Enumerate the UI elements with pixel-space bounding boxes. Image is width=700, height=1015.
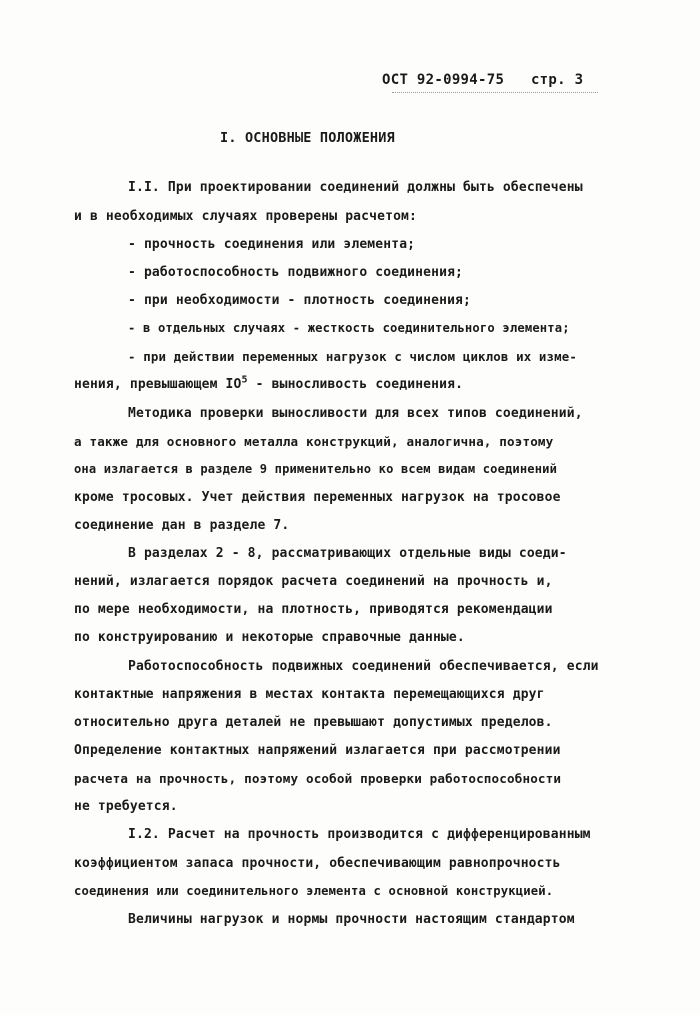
header-rule bbox=[392, 92, 598, 93]
page-number: стр. 3 bbox=[530, 72, 584, 88]
text-line: расчета на прочность, поэтому особой проверки работоспособности bbox=[74, 771, 562, 786]
text-line: кроме тросовых. Учет действия переменных нагрузок на тросовое bbox=[74, 490, 561, 505]
text-line: она излагается в разделе 9 применительно ко всем видам соединений bbox=[74, 462, 558, 476]
list-item: - работоспособность подвижного соединения; bbox=[128, 265, 464, 280]
text-line: Методика проверки выносливости для всех типов соединений, bbox=[128, 406, 583, 421]
text-line: по конструированию и некоторые справочные данные. bbox=[74, 630, 465, 645]
page-header bbox=[382, 72, 583, 88]
text-line: соединения или соединительного элемента с основной конструкцией. bbox=[74, 884, 554, 898]
text-line: I.I. При проектировании соединений должны быть обеспечены bbox=[128, 180, 583, 195]
text-line: нений, излагается порядок расчета соединений на прочность и, bbox=[74, 574, 553, 589]
list-item: - при действии переменных нагрузок с числом циклов их изме- bbox=[128, 349, 577, 364]
list-item: - прочность соединения или элемента; bbox=[128, 237, 416, 252]
superscript: 5 bbox=[241, 374, 248, 386]
section-title: I. ОСНОВНЫЕ ПОЛОЖЕНИЯ bbox=[220, 130, 395, 146]
text-line: Величины нагрузок и нормы прочности настоящим стандартом bbox=[128, 912, 575, 927]
text-line: контактные напряжения в местах контакта перемещающихся друг bbox=[74, 687, 545, 702]
text-fragment: нения, превышающем IO bbox=[74, 377, 242, 392]
text-line: и в необходимых случаях проверены расчетом: bbox=[74, 209, 417, 224]
text-line: Определение контактных напряжений излагается при рассмотрении bbox=[74, 743, 561, 758]
text-line bbox=[74, 374, 464, 392]
text-fragment: - выносливость соединения. bbox=[247, 377, 464, 392]
list-item: - при необходимости - плотность соединения; bbox=[128, 293, 471, 308]
text-line: а также для основного металла конструкций, аналогична, поэтому bbox=[74, 434, 554, 449]
list-item: - в отдельных случаях - жесткость соединительного элемента; bbox=[128, 321, 570, 335]
text-line: по мере необходимости, на плотность, приводятся рекомендации bbox=[74, 602, 553, 617]
text-line: соединение дан в разделе 7. bbox=[74, 518, 290, 533]
text-line: Работоспособность подвижных соединений обеспечивается, если bbox=[128, 659, 599, 674]
text-line: В разделах 2 - 8, рассматривающих отдельные виды соеди- bbox=[128, 546, 567, 561]
document-number: ОСТ 92-0994-75 bbox=[382, 72, 505, 88]
text-line: коэффициентом запаса прочности, обеспечивающим равнопрочность bbox=[74, 856, 561, 871]
text-line: I.2. Расчет на прочность производится с дифференцированным bbox=[128, 827, 591, 842]
text-line: относительно друга деталей не превышают допустимых пределов. bbox=[74, 715, 553, 730]
text-line: не требуется. bbox=[74, 799, 178, 814]
